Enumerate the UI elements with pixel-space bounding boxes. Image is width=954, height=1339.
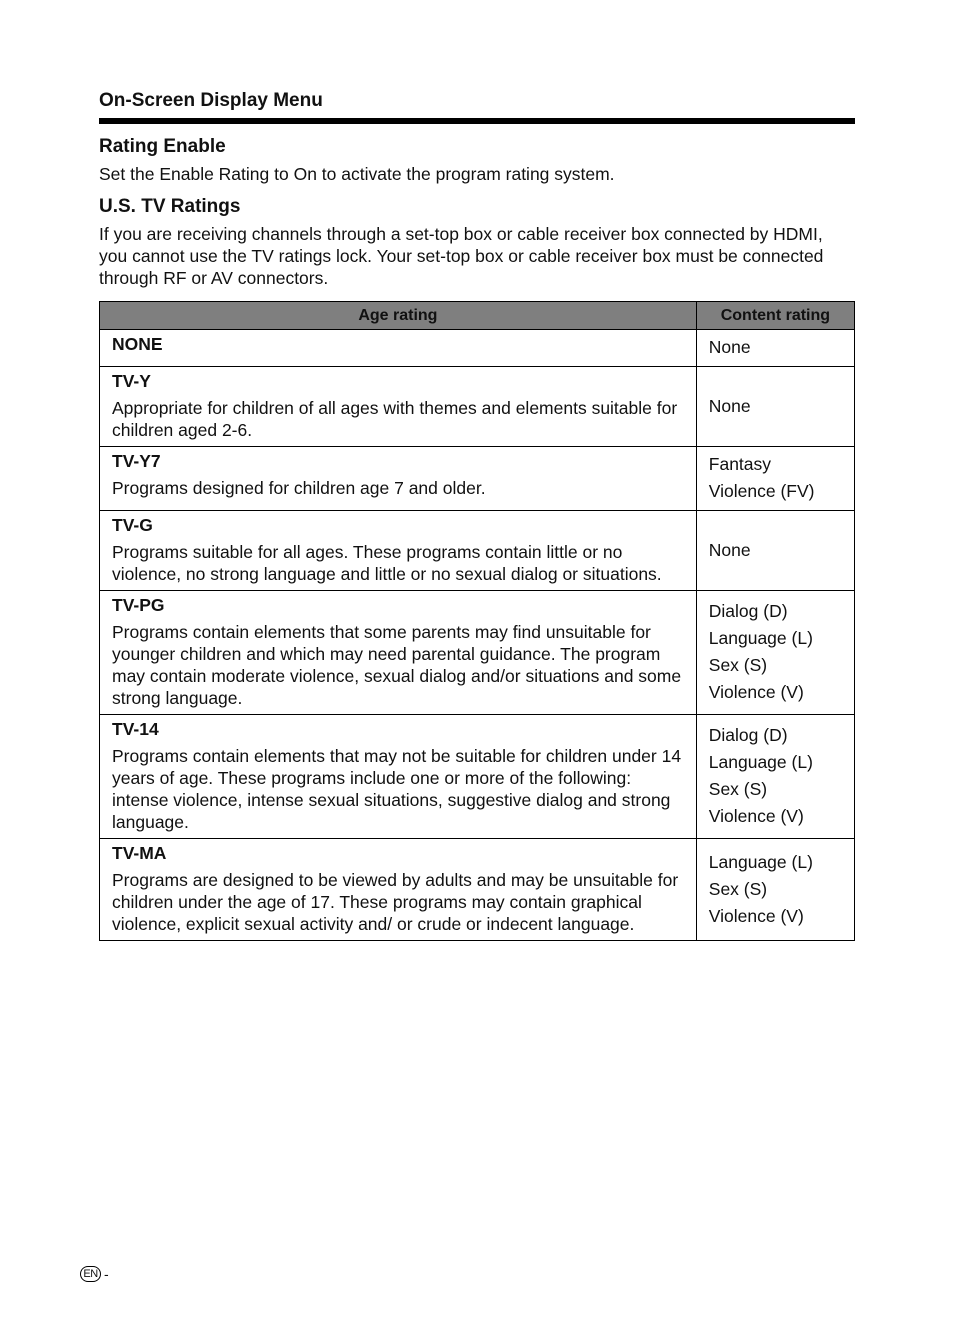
content-rating-item: Violence (FV) [708,481,815,501]
content-rating-cell [696,839,854,941]
content-rating-cell [696,447,854,511]
rating-name: TV-PG [112,595,165,615]
content-rating-item: None [708,395,751,416]
content-rating-cell [696,715,854,839]
rating-name: TV-14 [112,719,159,739]
rating-description: Programs are designed to be viewed by adults and may be unsuitable for children under the age of 17. These programs may contain graphical violence, explicit sexual activity and/ or crude or indecent language. [112,870,679,934]
table-row [100,715,855,839]
rating-enable-heading: Rating Enable [99,136,226,157]
rating-name: TV-Y [112,371,151,391]
page-content [99,88,855,941]
content-rating-cell [696,591,854,715]
rating-description: Programs designed for children age 7 and older. [112,478,486,498]
us-tv-ratings-heading: U.S. TV Ratings [99,196,241,217]
content-rating-item: Language (L) [708,851,813,872]
column-header-age-rating: Age rating [100,302,697,330]
content-rating-item: Dialog (D) [708,601,788,621]
table-row [100,367,855,447]
table-row [100,591,855,715]
us-tv-ratings-text: If you are receiving channels through a set-top box or cable receiver box connected by HDMI, you cannot use the TV ratings lock. Your set-top box or cable receiver box must be connected through RF or AV connectors. [99,224,824,288]
rating-description: Appropriate for children of all ages with themes and elements suitable for children aged 2-6. [112,398,678,440]
page-footer [80,1266,109,1282]
content-rating-item: None [708,337,751,357]
rating-enable-text: Set the Enable Rating to On to activate the program rating system. [99,164,615,184]
content-rating-item: Violence (V) [708,905,804,926]
age-rating-cell [100,367,697,447]
content-rating-item: Violence (V) [708,806,804,826]
content-rating-item: Fantasy [708,454,772,474]
content-rating-item: Sex (S) [708,655,768,675]
column-header-content-rating: Content rating [696,302,854,330]
header-rule [99,118,855,124]
age-rating-cell [100,330,697,367]
content-rating-item: None [708,539,751,560]
ratings-table-body [100,330,855,941]
rating-name: NONE [112,334,163,354]
section-title: On-Screen Display Menu [99,90,323,111]
content-rating-cell [696,367,854,447]
table-header-row [100,302,855,330]
content-rating-cell [696,511,854,591]
language-badge: EN [80,1266,101,1282]
rating-description: Programs contain elements that may not be suitable for children under 14 years of age. These programs include one or more of the following: intense violence, intense sexual situations, suggestive dialog and strong language. [112,746,682,832]
content-rating-item: Language (L) [708,628,813,648]
table-row [100,447,855,511]
rating-description: Programs contain elements that some parents may find unsuitable for younger children and which may need parental guidance. The program may contain moderate violence, sexual dialog and/or situations and some strong language. [112,622,682,708]
age-rating-cell [100,715,697,839]
rating-name: TV-Y7 [112,451,161,471]
age-rating-cell [100,511,697,591]
age-rating-cell [100,591,697,715]
content-rating-item: Dialog (D) [708,725,788,745]
content-rating-item: Sex (S) [708,878,768,899]
rating-name: TV-MA [112,843,167,863]
table-row [100,839,855,941]
page-number-separator: - [104,1266,109,1282]
age-rating-cell [100,447,697,511]
age-rating-cell [100,839,697,941]
content-rating-cell [696,330,854,367]
table-row [100,330,855,367]
content-rating-item: Sex (S) [708,779,768,799]
rating-name: TV-G [112,515,153,535]
content-rating-item: Violence (V) [708,682,804,702]
table-row [100,511,855,591]
ratings-table [99,301,855,941]
rating-description: Programs suitable for all ages. These programs contain little or no violence, no strong language and little or no sexual dialog or situations. [112,542,662,584]
content-rating-item: Language (L) [708,752,813,772]
